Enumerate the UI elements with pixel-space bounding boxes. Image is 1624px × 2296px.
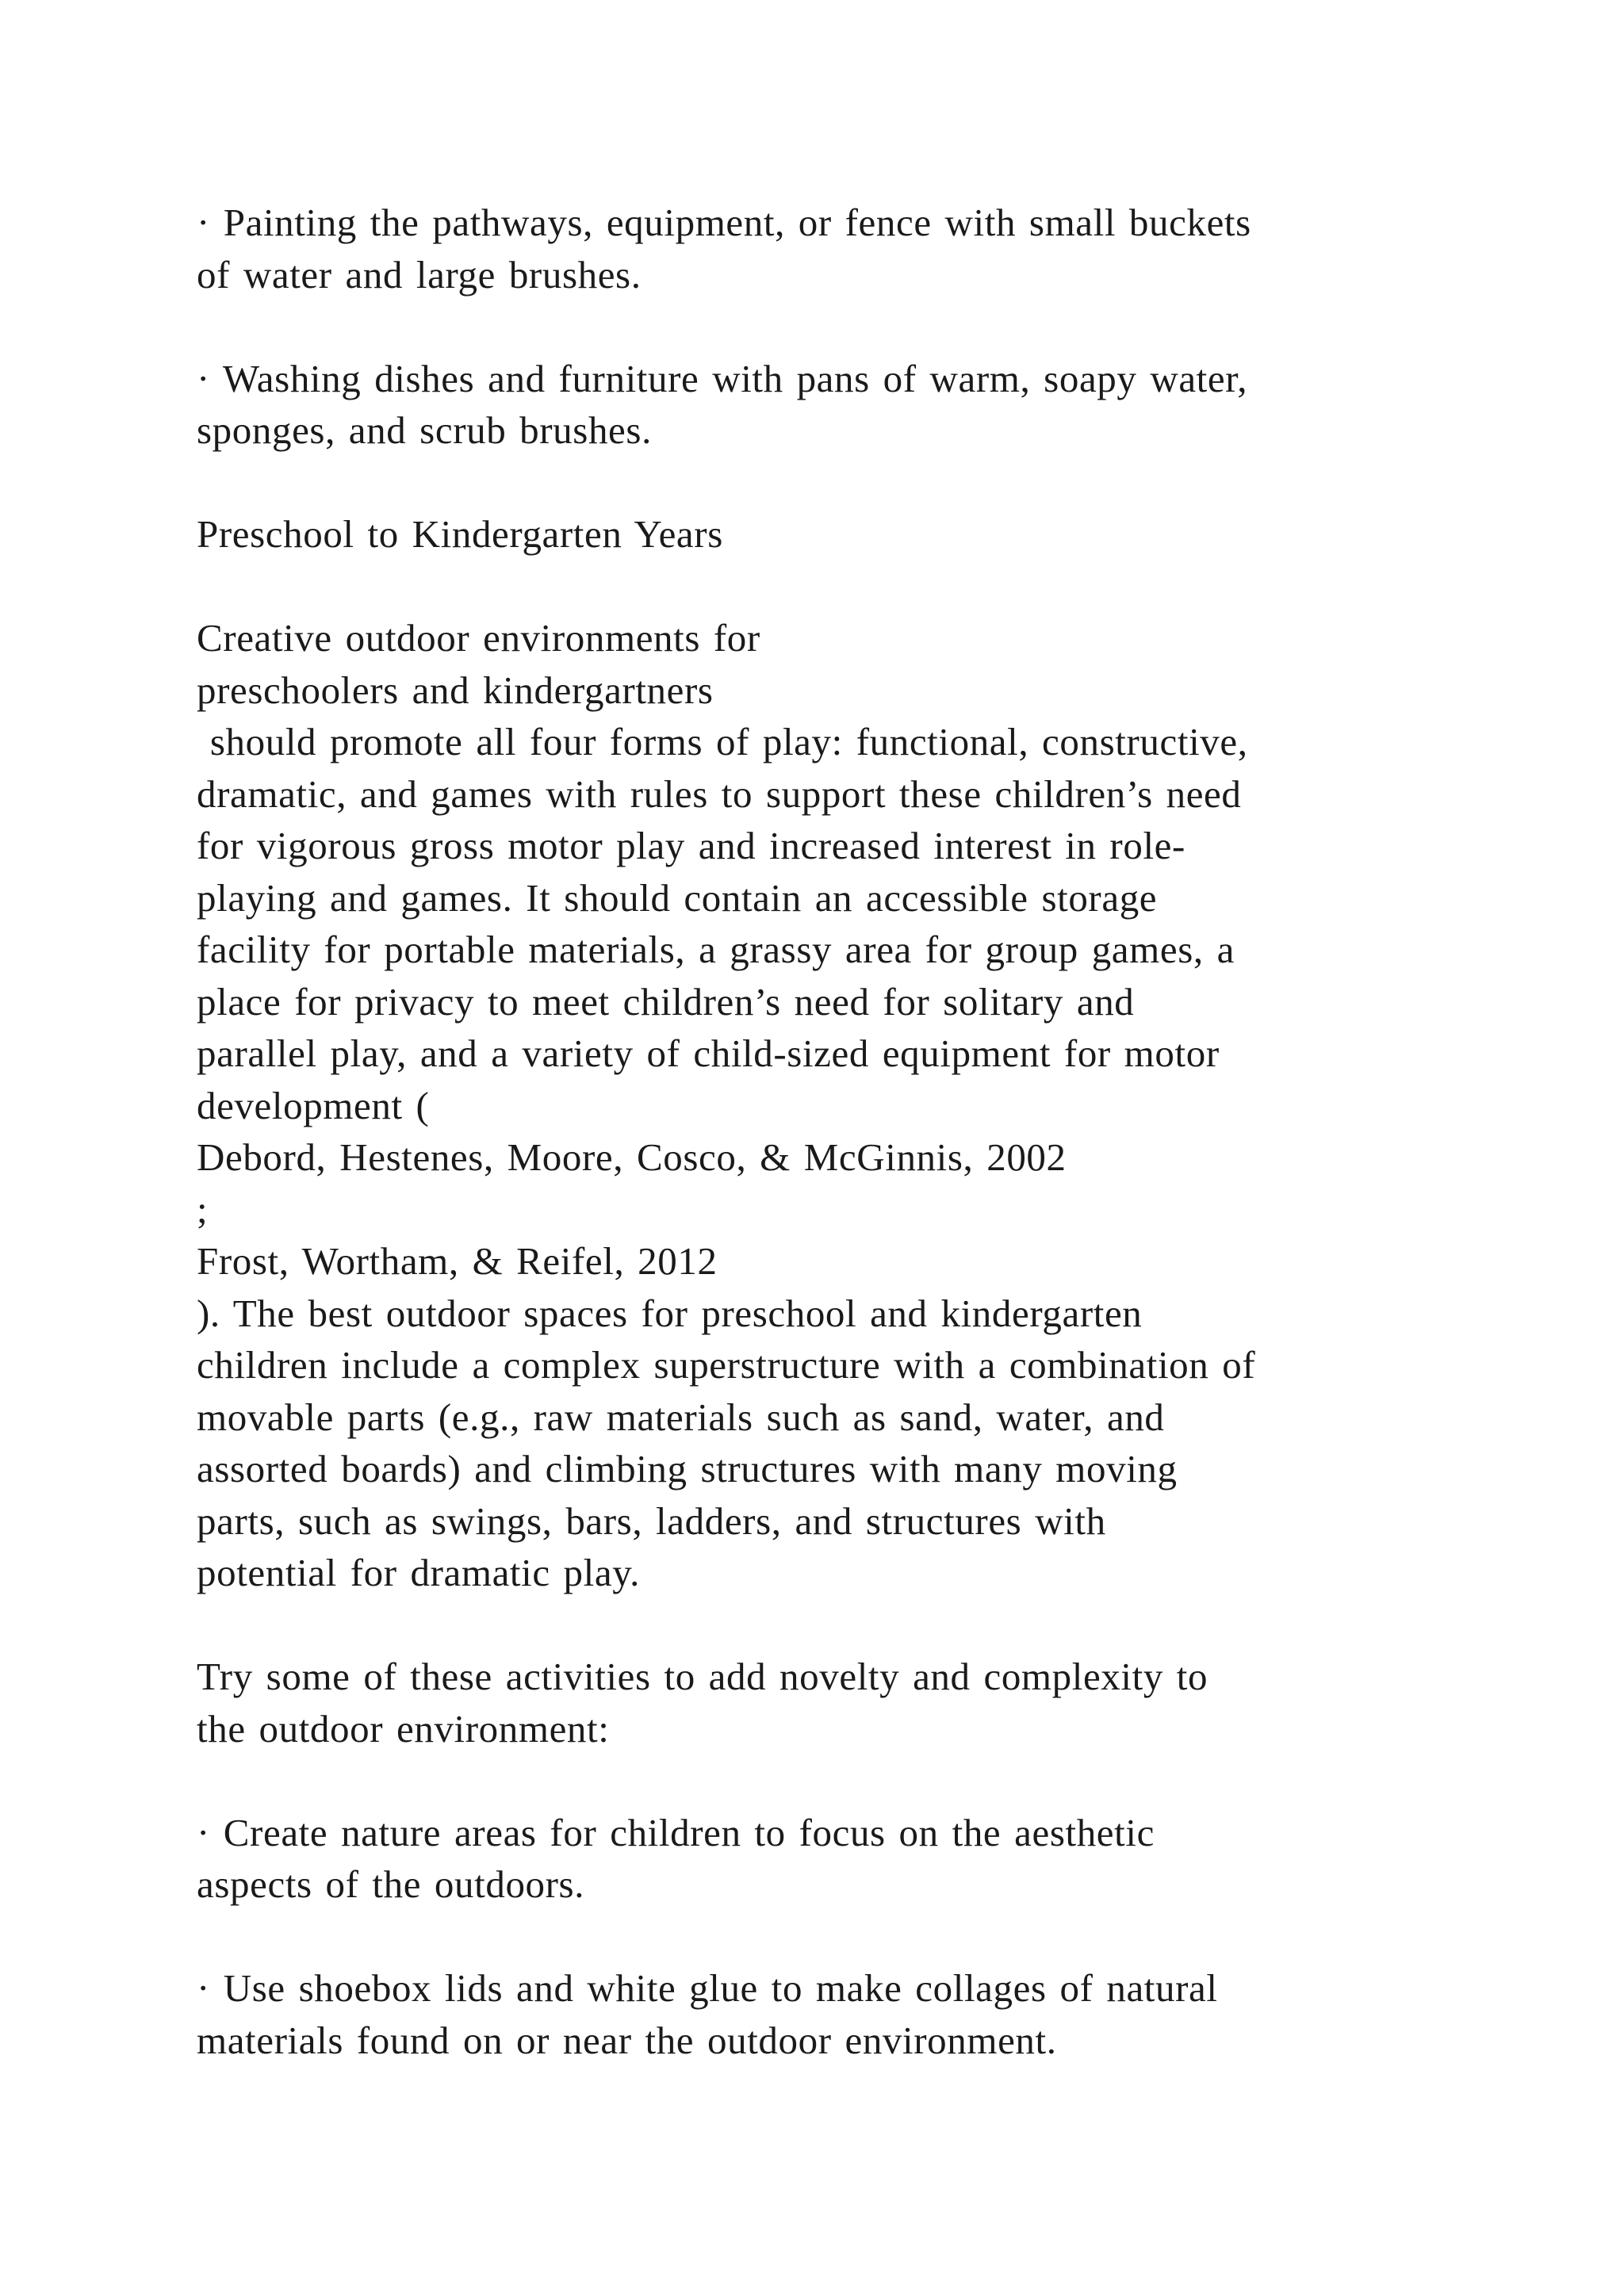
text-line: assorted boards) and climbing structures with many moving [197,1447,1178,1490]
section-heading [197,508,1465,561]
text-line: children include a complex superstructure with a combination of [197,1343,1256,1387]
text-line: should promote all four forms of play: functional, constructive, [197,720,1248,763]
citation-line: Frost, Wortham, & Reifel, 2012 [197,1239,718,1283]
text-line: movable parts (e.g., raw materials such as sand, water, and [197,1395,1165,1439]
text-line: place for privacy to meet children’s need for solitary and [197,979,1135,1024]
paragraph-try-activities [197,1651,1465,1755]
bullet-item-painting [197,197,1465,300]
bullet-item-nature [197,1807,1465,1911]
text-line: sponges, and scrub brushes. [197,408,652,452]
bullet-item-shoebox [197,1962,1465,2066]
text-line: aspects of the outdoors. [197,1862,585,1906]
text-line: of water and large brushes. [197,252,642,297]
text-line: the outdoor environment: [197,1706,610,1751]
text-line: development ( [197,1083,430,1127]
text-line: · Painting the pathways, equipment, or fence with small buckets [197,201,1251,244]
text-line: for vigorous gross motor play and increased interest in role- [197,824,1185,867]
text-line: · Use shoebox lids and white glue to make collages of natural [197,1966,1218,2010]
citation-line: Debord, Hestenes, Moore, Cosco, & McGinnis, 2002 [197,1135,1067,1179]
text-line: · Create nature areas for children to focus on the aesthetic [197,1810,1155,1854]
text-line: materials found on or near the outdoor environment. [197,2018,1057,2062]
paragraph-creative-environments [197,612,1465,1599]
text-line: dramatic, and games with rules to support these children’s need [197,771,1242,816]
text-line: Try some of these activities to add novelty and complexity to [197,1655,1208,1698]
text-line: playing and games. It should contain an accessible storage [197,875,1158,920]
text-line: ; [197,1187,209,1231]
section-heading-text: Preschool to Kindergarten Years [197,512,723,556]
text-line: ). The best outdoor spaces for preschool and kindergarten [197,1291,1143,1335]
text-line: parts, such as swings, bars, ladders, and structures with [197,1498,1106,1543]
text-line: · Washing dishes and furniture with pans of warm, soapy water, [197,356,1248,400]
text-line: facility for portable materials, a grassy area for group games, a [197,928,1235,971]
text-line: Creative outdoor environments for [197,616,760,660]
text-line: preschoolers and kindergartners [197,668,714,712]
bullet-item-washing [197,353,1465,457]
document-body [197,197,1465,2066]
text-line: potential for dramatic play. [197,1551,640,1594]
text-line: parallel play, and a variety of child-sized equipment for motor [197,1031,1220,1075]
